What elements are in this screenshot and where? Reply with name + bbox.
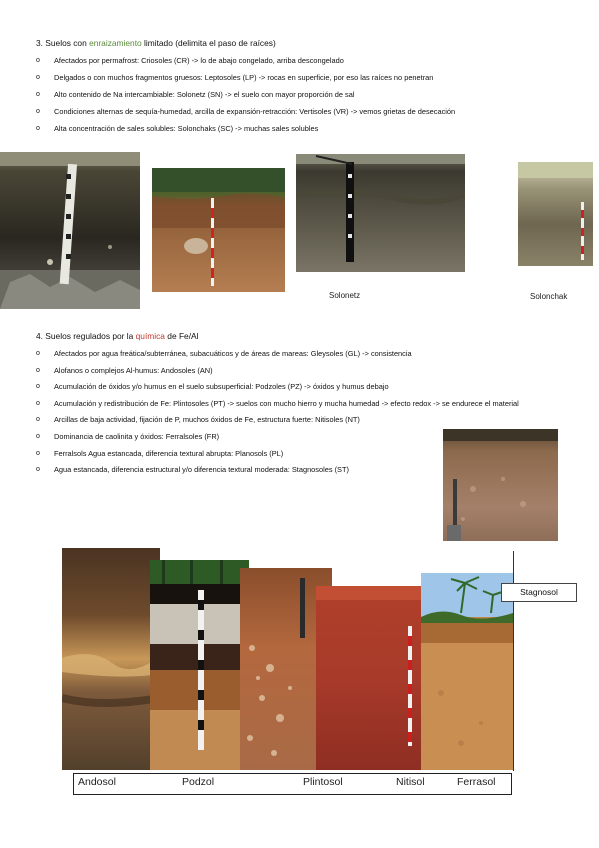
profile-name-plintosol: Plintosol — [303, 776, 343, 788]
profile-name-podzol: Podzol — [182, 776, 215, 788]
bullet-mark: o — [36, 449, 40, 457]
bullet-text: Acumulación de óxidos y/o humus en el suelo subsuperficial: Podzoles (PZ) -> óxidos y humus debajo — [54, 382, 389, 392]
section-4-heading — [36, 331, 199, 342]
bullet-text: Alta concentración de sales solubles: Solonchaks (SC) -> muchas sales solubles — [54, 124, 319, 133]
bullet-text: Afectados por permafrost: Criosoles (CR) -> lo de abajo congelado, arriba descongelado — [54, 56, 344, 65]
section-4-heading-post: de Fe/Al — [164, 331, 199, 341]
podzol-photo — [150, 560, 249, 770]
solonchak-caption: Solonchak — [530, 292, 568, 301]
list-item — [36, 86, 566, 103]
section-3-heading-pre: 3. Suelos con — [36, 38, 90, 48]
bullet-text: Dominancia de caolinita y óxidos: Ferralsoles (FR) — [54, 431, 220, 441]
bullet-mark: o — [36, 74, 40, 81]
bullet-text: Alofanos o complejos Al-humus: Andosoles (AN) — [54, 365, 213, 375]
list-item — [36, 103, 566, 120]
solonchak-photo — [518, 162, 593, 266]
bullet-text: Delgados o con muchos fragmentos gruesos: Leptosoles (LP) -> rocas en superficie, por eso las raíces no penetran — [54, 73, 434, 82]
profile-name-andosol: Andosol — [78, 776, 116, 788]
bullet-text: Acumulación y redistribución de Fe: Plintosoles (PT) -> suelos con mucho hierro y mucha humedad -> efecto redox -> se endurece el material — [54, 398, 519, 408]
section-3-bullet-list — [36, 52, 566, 137]
list-item — [36, 52, 566, 69]
list-item — [36, 346, 566, 363]
soil-pit-photo — [443, 429, 558, 541]
cryosol-photo — [0, 152, 140, 309]
solonetz-caption: Solonetz — [329, 291, 361, 300]
bullet-mark: o — [36, 125, 40, 132]
profile-names-bar — [73, 773, 512, 795]
bullet-mark: o — [36, 350, 40, 357]
bullet-mark: o — [36, 399, 40, 407]
bullet-mark: o — [36, 108, 40, 115]
list-item — [36, 120, 566, 137]
bullet-mark: o — [36, 416, 40, 424]
section-4-heading-pre: 4. Suelos regulados por la — [36, 331, 136, 341]
bullet-text: Agua estancada, diferencia estructural y/o diferencia textural moderada: Stagnosoles (ST) — [54, 465, 349, 475]
solonetz-photo — [296, 154, 465, 272]
ferralsol-photo — [421, 573, 513, 770]
profile-name-nitisol: Nitisol — [396, 776, 425, 788]
bullet-text: Arcillas de baja actividad, fijación de P, muchos óxidos de Fe, estructura fuerte: Nitisoles (NT) — [54, 415, 360, 425]
bullet-mark: o — [36, 366, 40, 374]
bullet-mark: o — [36, 57, 40, 64]
section-3-heading-post: limitado (delimita el paso de raíces) — [141, 38, 276, 48]
bullet-text: Afectados por agua freática/subterránea, subacuáticos y de áreas de mareas: Gleysoles (GL) -> consistencia — [54, 349, 412, 358]
list-item — [36, 412, 566, 429]
list-item — [36, 379, 566, 396]
bullet-text: Ferralsols Agua estancada, diferencia textural abrupta: Planosols (PL) — [54, 448, 284, 458]
section-3-heading-highlight: enraizamiento — [89, 38, 142, 48]
section-4-heading-highlight: química — [135, 331, 165, 341]
section-3-heading — [36, 38, 276, 49]
leptosol-photo — [152, 168, 285, 292]
list-item — [36, 396, 576, 413]
stagnosol-label: Stagnosol — [501, 583, 577, 602]
nitisol-photo — [316, 586, 426, 770]
profile-name-ferrasol: Ferrasol — [457, 776, 496, 788]
andosol-photo — [62, 548, 160, 770]
list-item — [36, 363, 566, 380]
bullet-text: Condiciones alternas de sequía-humedad, arcilla de expansión-retracción: Vertisoles (VR) -> vemos grietas de desecación — [54, 107, 456, 116]
bullet-text: Alto contenido de Na intercambiable: Solonetz (SN) -> el suelo con mayor proporción de sal — [54, 90, 355, 99]
bullet-mark: o — [36, 383, 40, 391]
bullet-mark: o — [36, 466, 40, 474]
bullet-mark: o — [36, 91, 40, 98]
list-item — [36, 69, 566, 86]
bullet-mark: o — [36, 432, 40, 440]
